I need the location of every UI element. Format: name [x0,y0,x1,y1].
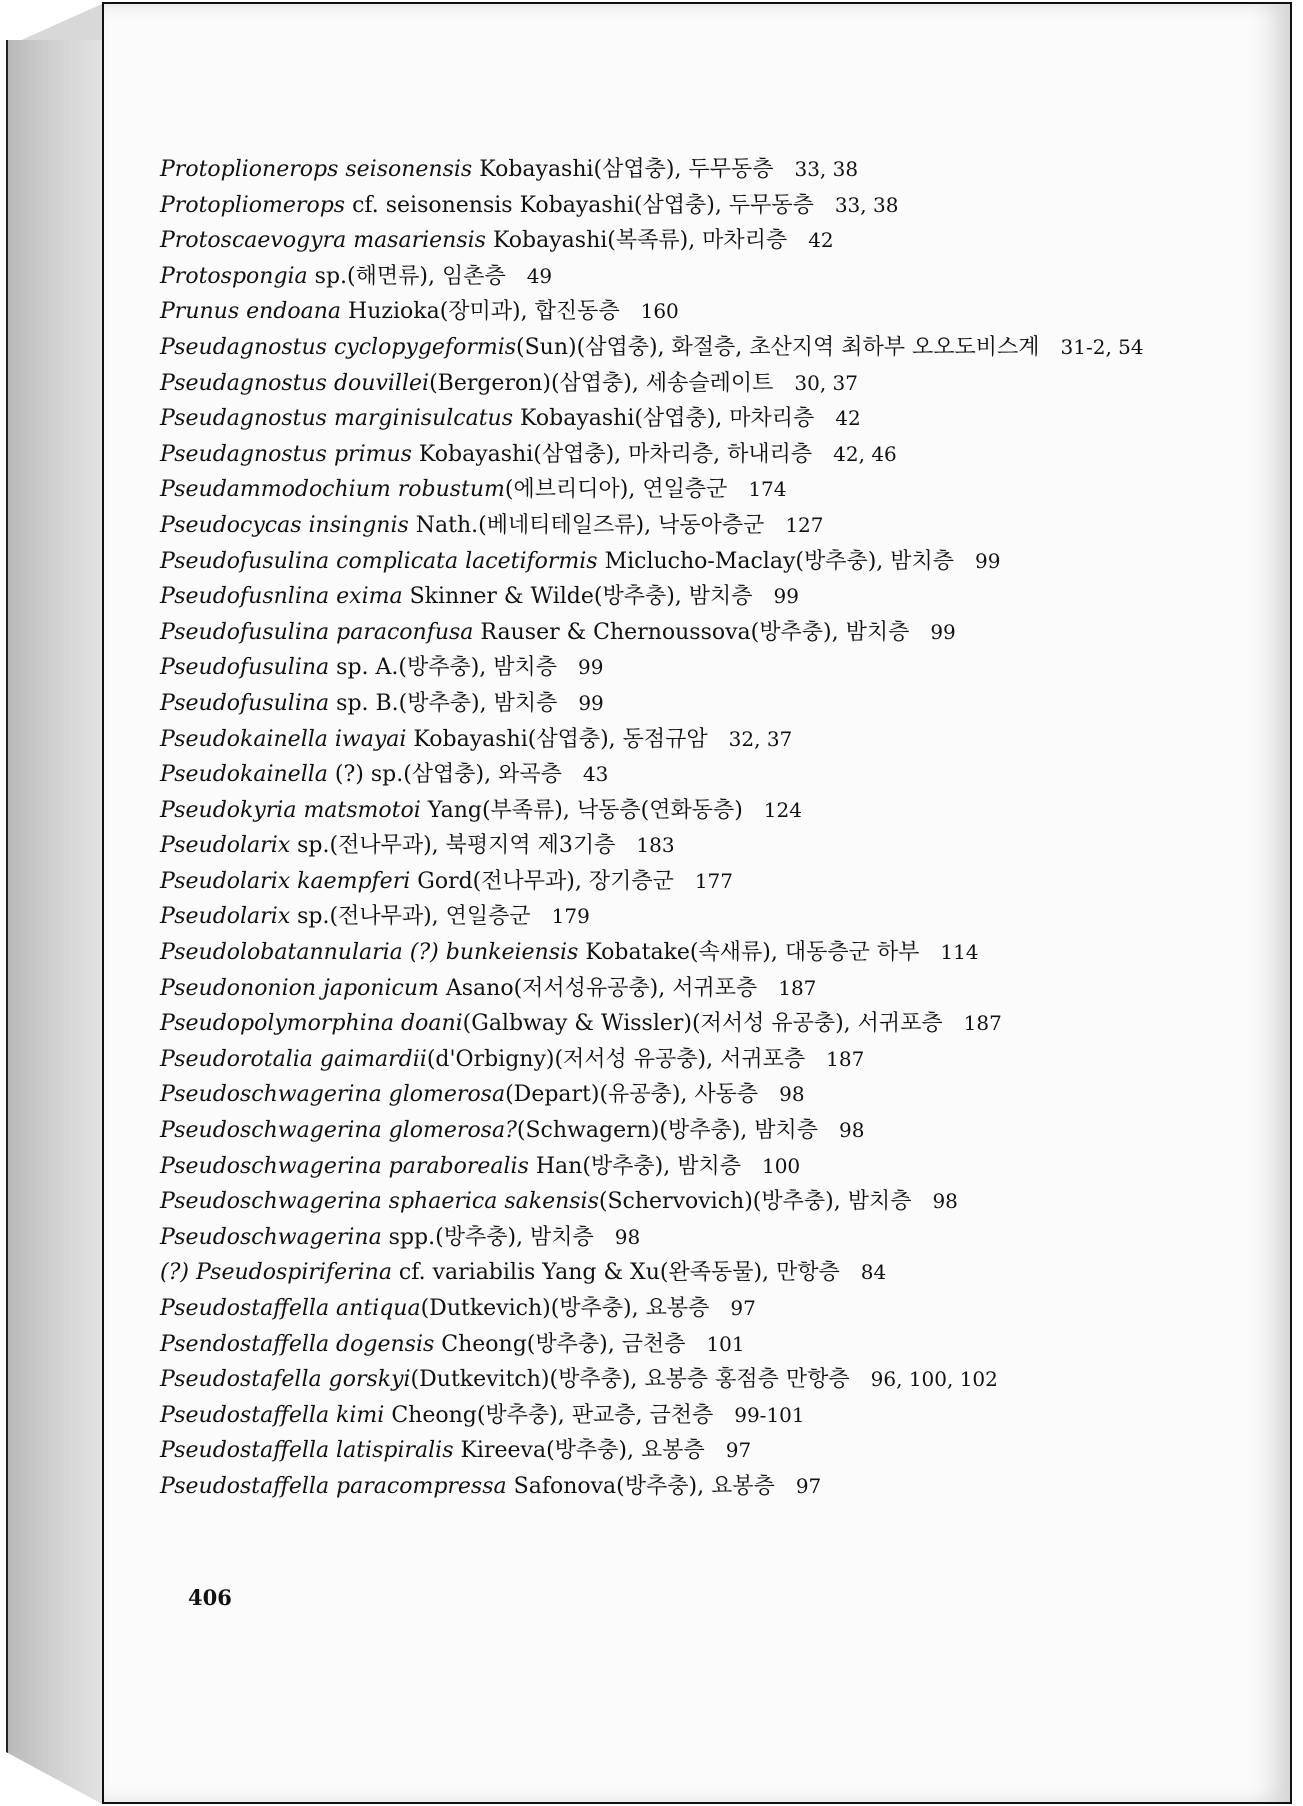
page-reference: 96, 100, 102 [870,1367,998,1392]
page-reference: 98 [779,1082,805,1107]
entry-description: Kobayashi(복족류), 마차리층 [485,228,788,254]
index-entry [160,579,1180,615]
index-entry [160,437,1180,473]
spacer [615,833,636,858]
entry-description: (Dutkevich)(방추충), 요봉층 [420,1296,710,1321]
page-reference: 187 [778,975,817,1000]
entry-description: cf. seisonensis Kobayashi(삼엽충), 두무동층 [345,192,814,218]
species-name: Protoplionerops seisonensis [160,157,473,182]
index-entry [160,650,1180,686]
species-name: Pseudolarix [160,904,291,930]
index-entry [160,686,1180,722]
page-reference: 177 [694,868,734,893]
page-reference: 33, 38 [794,157,859,181]
species-name: Psendostaffella dogensis [160,1331,435,1357]
entry-description: (Depart)(유공충), 사동층 [505,1082,759,1108]
entry-description: Nath.(베네티테일즈류), 낙동아층군 [408,512,765,538]
spacer [764,513,785,538]
species-name: Pseudolobatannularia (?) bunkeiensis [160,940,579,966]
index-entry [160,757,1180,793]
species-name: Prunus endoana [160,299,342,325]
spacer [911,1189,932,1214]
entry-description: sp.(해면류), 임촌층 [307,263,506,289]
entry-description: spp.(방추충), 밤치층 [381,1224,594,1250]
species-name: Pseudofusulina [160,690,330,716]
spacer [620,299,641,324]
page-reference: 42 [835,406,861,431]
page-reference: 97 [725,1438,752,1463]
index-entry [160,544,1180,580]
page-reference: 43 [582,762,609,787]
species-name: Protoscaevogyra masariensis [160,228,486,254]
spacer [850,1367,871,1392]
species-name: Pseudofusulina [160,655,330,681]
spacer [909,620,930,645]
page-reference: 98 [839,1118,865,1143]
entry-description: sp.(전나무과), 북평지역 제3기층 [290,833,616,859]
species-name: Pseudofusulina complicata lacetiformis [160,548,598,574]
entry-description: sp.(전나무과), 연일층군 [290,904,531,930]
page-reference: 33, 38 [834,192,899,217]
entry-description: Rauser & Chernoussova(방추충), 밤치층 [473,619,910,645]
spacer [1040,335,1061,360]
page-shadow [1250,4,1290,1802]
entry-description: (Sun)(삼엽충), 화절층, 초산지역 최하부 오오도비스계 [516,334,1040,360]
entry-description: (Galbway & Wissler)(저서성 유공충), 서귀포층 [462,1011,943,1037]
spacer [531,904,552,929]
page-reference: 160 [640,299,679,324]
index-entry [160,1113,1180,1149]
entry-description: Asano(저서성유공충), 서귀포층 [438,975,758,1001]
spacer [818,1118,839,1143]
entry-description: sp. A.(방추충), 밤치층 [329,655,558,681]
entry-description: Kobayashi(삼엽충), 동점규암 [406,726,708,752]
index-entry [160,294,1180,330]
species-name: Pseudagnostus primus [160,441,412,467]
species-name: Pseudagnostus cyclopygeformis [160,334,517,360]
page-reference: 187 [963,1011,1002,1036]
spacer [814,193,835,218]
index-entry [160,1077,1180,1113]
index-entry [160,223,1180,259]
index-entry [160,722,1180,758]
index-entry [160,1220,1180,1256]
book-spine [6,40,104,1805]
spacer [562,762,583,787]
page-reference: 174 [748,477,787,502]
species-name: Pseudoschwagerina [160,1224,382,1250]
index-entry [160,152,1180,188]
species-name: Pseudagnostus marginisulcatus [160,406,514,432]
species-name: Pseudostafella gorskyi [160,1367,411,1393]
spacer [773,157,794,182]
entry-description: Cheong(방추충), 금천층 [434,1331,686,1357]
entry-description: Yang(부족류), 낙동층(연화동층) [420,797,743,823]
page-reference: 183 [636,833,675,858]
index-entry [160,935,1180,971]
page-reference: 31-2, 54 [1060,334,1144,359]
index-entry [160,508,1180,544]
index-entry [160,366,1180,402]
species-name: Pseudofusnlina exima [160,584,403,610]
entry-description: Skinner & Wilde(방추충), 밤치층 [402,584,753,610]
spacer [753,584,774,609]
species-name: Pseudagnostus douvillei [160,370,430,396]
entry-description: Kobatake(속새류), 대동층군 하부 [578,940,920,966]
species-name: Pseudoschwagerina sphaerica sakensis [160,1189,599,1215]
page-reference: 101 [706,1331,745,1356]
spacer [805,1047,826,1072]
index-entry-list [160,152,1180,1505]
species-name: Pseudorotalia gaimardii [160,1046,427,1072]
index-entry [160,1006,1180,1042]
entry-description: Huzioka(장미과), 합진동층 [341,299,620,325]
spacer [919,940,940,965]
index-entry [160,1433,1180,1469]
entry-description: (d'Orbigny)(저서성 유공충), 서귀포층 [426,1046,806,1072]
page-reference: 32, 37 [728,726,793,751]
spacer [557,691,578,716]
page-reference: 187 [826,1046,865,1071]
spacer [674,869,695,894]
spacer [741,1154,762,1179]
index-entry [160,971,1180,1007]
spacer [943,1011,964,1036]
index-entry [160,401,1180,437]
entry-description: (에브리디아), 연일층군 [504,477,728,503]
index-entry [160,1255,1180,1291]
spacer [685,1332,706,1357]
entry-description: (?) sp.(삼엽충), 와곡층 [327,762,562,788]
page-reference: 100 [761,1153,801,1178]
entry-description: Cheong(방추충), 판교층, 금천층 [384,1402,714,1428]
page-reference: 99 [773,584,799,609]
index-entry [160,899,1180,935]
page-reference: 114 [940,940,979,965]
spacer [705,1438,726,1463]
entry-description: cf. variabilis Yang & Xu(완족동물), 만항층 [391,1260,840,1286]
species-name: (?) Pseudospiriferina [160,1260,392,1286]
species-name: Pseudammodochium robustum [160,477,505,503]
spacer [787,228,808,253]
page-reference: 30, 37 [794,370,858,395]
species-name: Pseudoschwagerina glomerosa [160,1082,506,1108]
page-reference: 42, 46 [833,441,897,466]
index-entry [160,1398,1180,1434]
page-number: 406 [188,1585,232,1610]
entry-description: Kobayashi(삼엽충), 마차리층, 하내리층 [411,441,813,467]
species-name: Pseudolarix kaempferi [160,868,411,894]
index-entry [160,1327,1180,1363]
spacer [758,1082,779,1107]
entry-description: sp. B.(방추충), 밤치층 [329,690,558,716]
index-entry [160,864,1180,900]
spacer [812,442,833,467]
index-entry [160,1149,1180,1185]
species-name: Pseudopolymorphina doani [160,1011,463,1037]
page-reference: 179 [551,904,590,929]
entry-description: (Schwagern)(방추충), 밤치층 [516,1118,819,1144]
spacer [713,1403,734,1428]
page-reference: 99 [975,548,1001,573]
page-reference: 97 [795,1473,822,1498]
entry-description: Kireeva(방추충), 요봉층 [453,1438,705,1464]
spacer [840,1260,861,1285]
entry-description: Miclucho-Maclay(방추충), 밤치층 [597,548,955,574]
spacer [743,798,764,823]
spacer [757,976,778,1001]
species-name: Pseudokyria matsmotoi [160,797,421,823]
entry-description: (Dutkevitch)(방추충), 요봉층 홍점층 만항층 [410,1367,850,1393]
index-entry [160,188,1180,224]
page-reference: 49 [526,263,553,288]
species-name: Protopliomerops [160,192,346,218]
spacer [773,371,794,396]
index-entry [160,330,1180,366]
index-entry [160,793,1180,829]
spacer [727,477,748,502]
index-entry [160,615,1180,651]
index-entry [160,472,1180,508]
species-name: Pseudononion japonicum [160,975,439,1001]
page-reference: 97 [730,1296,756,1320]
page-reference: 42 [808,228,834,253]
index-entry [160,1469,1180,1505]
page-reference: 98 [932,1189,958,1214]
species-name: Pseudoschwagerina glomerosa? [160,1118,517,1144]
spacer [708,727,729,752]
page-reference: 127 [785,512,824,537]
entry-description: Gord(전나무과), 장기층군 [410,868,674,894]
index-entry [160,1291,1180,1327]
species-name: Pseudostaffella latispiralis [160,1438,454,1464]
entry-description: Kobayashi(삼엽충), 두무동층 [472,157,774,182]
species-name: Pseudostaffella kimi [160,1402,385,1428]
species-name: Pseudofusulina paraconfusa [160,619,474,645]
index-entry [160,1042,1180,1078]
species-name: Pseudokainella [160,762,328,788]
index-entry [160,828,1180,864]
spacer [506,264,527,289]
species-name: Protospongia [160,263,308,289]
spacer [814,406,835,431]
species-name: Pseudostaffella antiqua [160,1296,421,1321]
entry-description: Safonova(방추충), 요봉층 [506,1473,775,1499]
species-name: Pseudoschwagerina paraborealis [160,1153,529,1179]
entry-description: Kobayashi(삼엽충), 마차리층 [513,406,815,432]
entry-description: (Schervovich)(방추충), 밤치층 [598,1189,912,1215]
species-name: Pseudokainella iwayai [160,726,407,752]
index-entry [160,259,1180,295]
page-reference: 99 [578,690,604,715]
index-entry [160,1362,1180,1398]
page-reference: 98 [614,1224,641,1249]
entry-description: (Bergeron)(삼엽충), 세송슬레이트 [429,370,774,396]
spacer [954,549,975,574]
page-reference: 124 [763,797,802,822]
page-reference: 99 [578,655,604,680]
species-name: Pseudocycas insingnis [160,512,409,538]
page-reference: 99-101 [734,1402,805,1427]
index-entry [160,1184,1180,1220]
species-name: Pseudostaffella paracompressa [160,1473,507,1499]
species-name: Pseudolarix [160,833,291,859]
page-reference: 99 [930,619,956,644]
spacer [775,1474,796,1499]
spacer [557,655,578,680]
entry-description: Han(방추충), 밤치층 [528,1153,741,1179]
page-reference: 84 [860,1260,887,1285]
spacer [594,1225,615,1250]
spacer [709,1296,730,1321]
